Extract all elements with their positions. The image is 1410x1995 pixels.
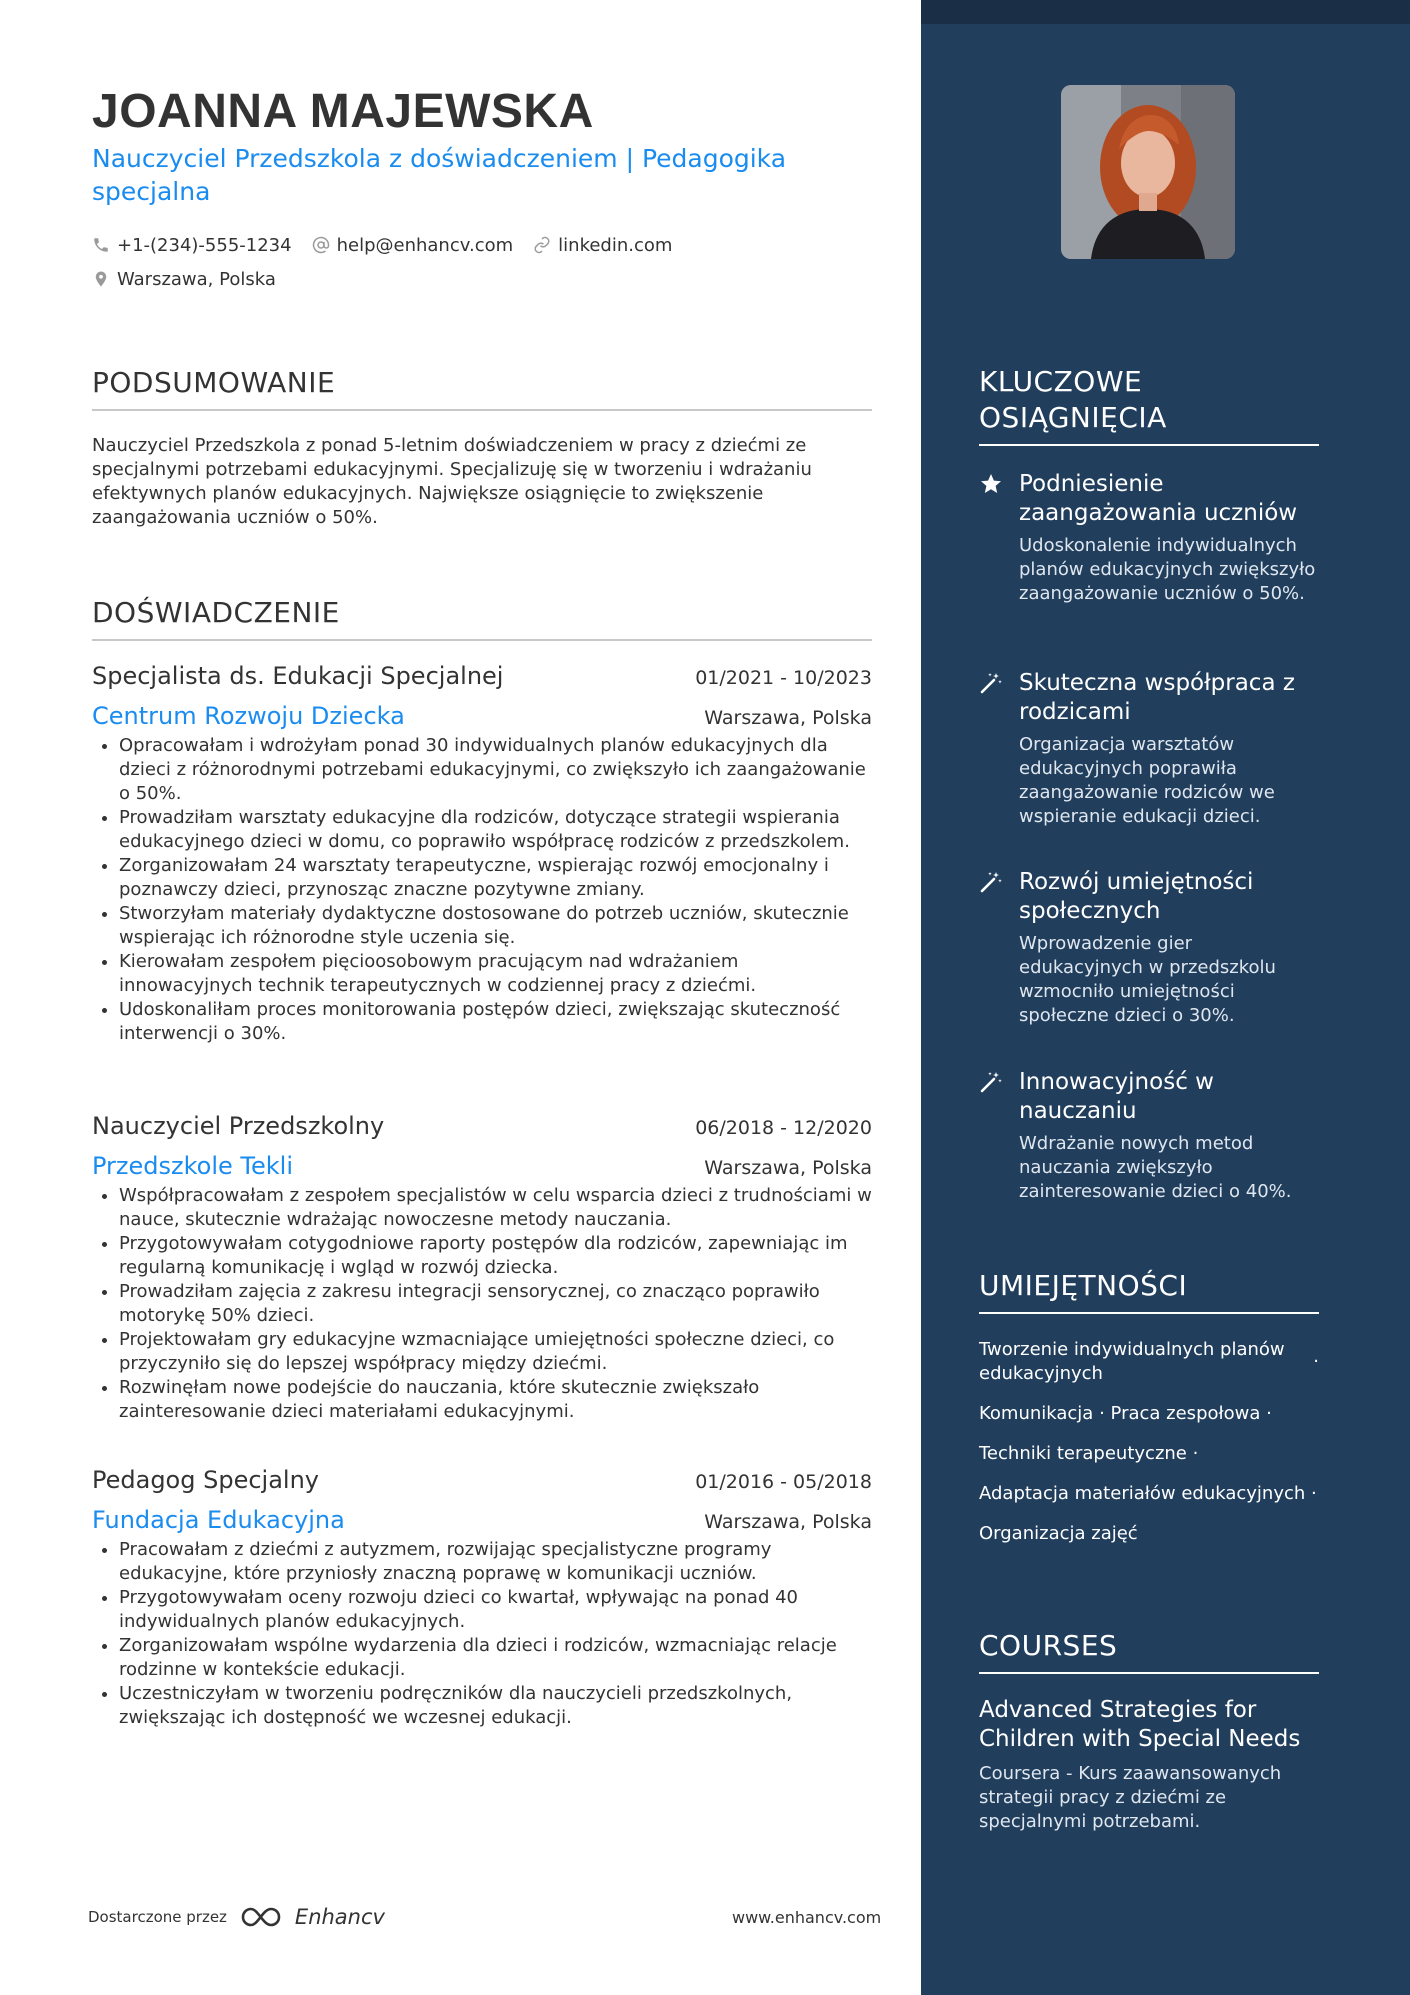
at-icon [312,236,330,254]
achievement-desc: Organizacja warsztatów edukacyjnych poprawiła zaangażowanie rodziców we wspieranie edukacji dzieci. [1019,734,1275,827]
job-bullet: • Przygotowywałam cotygodniowe raporty postępów dla rodziców, zapewniając im regularną komunikację i wgląd w rozwój dziecka. [119,1232,872,1280]
skill-item: Tworzenie indywidualnych planów edukacyjnych [979,1339,1285,1384]
sidebar-top-bar [921,0,1410,24]
achievement-desc: Udoskonalenie indywidualnych planów edukacyjnych zwiększyło zaangażowanie uczniów o 50%. [1019,535,1316,604]
job-bullet: • Pracowałam z dziećmi z autyzmem, rozwijając specjalistyczne programy edukacyjne, które przyniosły znaczną poprawę w komunikacji uczniów. [119,1538,872,1586]
footer-branding [88,1904,385,1930]
achievement-item [979,669,1319,829]
job-location: Warszawa, Polska [704,707,872,729]
achievement-title: Skuteczna współpraca z rodzicami [1019,670,1295,725]
star-icon [979,472,1003,496]
skill-separator: · [1192,1443,1199,1464]
phone-text: +1-(234)-555-1234 [117,234,292,256]
contact-info [92,228,872,296]
contact-location [92,269,276,290]
skill-separator: · [1266,1403,1272,1424]
skill-separator: · [1311,1483,1317,1504]
achievement-item [979,470,1319,606]
contact-phone[interactable] [92,235,292,256]
magic-wand-icon [979,870,1003,894]
achievement-desc: Wprowadzenie gier edukacyjnych w przedszkolu wzmocniło umiejętności społeczne dzieci o 30%. [1019,933,1276,1026]
footer-url[interactable]: www.enhancv.com [732,1908,882,1927]
job-bullet: • Projektowałam gry edukacyjne wzmacniające umiejętności społeczne dzieci, co przyczyniło się do lepszej współpracy między dziećmi. [119,1328,872,1376]
achievements-title: KLUCZOWE OSIĄGNIĘCIA [979,364,1319,446]
skills-list [979,1338,1319,1562]
skills-title: UMIEJĘTNOŚCI [979,1268,1319,1314]
job-dates: 01/2016 - 05/2018 [695,1471,872,1493]
job-entry [92,662,872,1046]
achievement-title: Podniesienie zaangażowania uczniów [1019,471,1298,526]
skill-separator: · [1313,1351,1319,1372]
job-bullets [92,1184,872,1424]
enhancv-logo-icon [239,1904,287,1930]
job-bullet: • Rozwinęłam nowe podejście do nauczania, które skutecznie zwiększało zainteresowanie dzieci materiałami edukacyjnymi. [119,1376,872,1424]
footer-label: Dostarczone przez [88,1908,227,1926]
job-bullet: • Zorganizowałam 24 warsztaty terapeutyczne, wspierając rozwój emocjonalny i poznawczy dzieci, przynosząc znaczne pozytywne zmiany. [119,854,872,902]
candidate-headline: Nauczyciel Przedszkola z doświadczeniem | Pedagogika specjalna [92,144,787,206]
achievement-title: Innowacyjność w nauczaniu [1019,1069,1214,1124]
job-entry [92,1112,872,1424]
job-bullets [92,1538,872,1730]
linkedin-text: linkedin.com [558,234,673,256]
email-text: help@enhancv.com [336,234,514,256]
job-bullet: • Udoskonaliłam proces monitorowania postępów dzieci, zwiększając skuteczność interwencji o 30%. [119,998,872,1046]
link-icon [533,236,551,254]
skill-separator: · [1099,1403,1105,1424]
job-bullet: • Uczestniczyłam w tworzeniu podręczników dla nauczycieli przedszkolnych, zwiększając ich dostępność we wczesnej edukacji. [119,1682,872,1730]
phone-icon [92,236,110,254]
summary-text: Nauczyciel Przedszkola z ponad 5-letnim doświadczeniem w pracy z dziećmi ze specjalnymi potrzebami edukacyjnymi. Specjalizuję się w tworzeniu i wdrażaniu efektywnych planów edukacyjnych. Największe osiągnięcie to zwiększenie zaangażowania uczniów o 50%. [92,435,812,528]
achievement-item [979,868,1319,1028]
job-title: Specjalista ds. Edukacji Specjalnej [92,662,504,690]
job-bullet: • Prowadziłam warsztaty edukacyjne dla rodziców, dotyczące strategii wspierania edukacyjnego dzieci w domu, co poprawiło współpracę rodziców z przedszkolem. [119,806,872,854]
job-title: Pedagog Specjalny [92,1466,319,1494]
summary-title: PODSUMOWANIE [92,366,872,411]
job-bullet: • Opracowałam i wdrożyłam ponad 30 indywidualnych planów edukacyjnych dla dzieci z różnorodnymi potrzebami edukacyjnymi, co zwiększyło ich zaangażowanie o 50%. [119,734,872,806]
job-dates: 06/2018 - 12/2020 [695,1117,872,1139]
footer-brand: Enhancv [294,1905,385,1929]
achievement-desc: Wdrażanie nowych metod nauczania zwiększyło zainteresowanie dzieci o 40%. [1019,1133,1292,1202]
sidebar [921,0,1410,1995]
job-location: Warszawa, Polska [704,1157,872,1179]
courses-title: COURSES [979,1628,1319,1674]
skill-item: Praca zespołowa [1110,1403,1261,1424]
job-dates: 01/2021 - 10/2023 [695,667,872,689]
location-pin-icon [92,270,110,288]
job-bullet: • Przygotowywałam oceny rozwoju dzieci co kwartał, wpływając na ponad 40 indywidualnych planów edukacyjnych. [119,1586,872,1634]
experience-title: DOŚWIADCZENIE [92,596,872,641]
contact-linkedin[interactable] [533,235,672,256]
candidate-name: JOANNA MAJEWSKA [92,85,594,138]
skill-item: Adaptacja materiałów edukacyjnych [979,1483,1306,1504]
skill-item: Techniki terapeutyczne [979,1443,1187,1464]
job-bullets [92,734,872,1046]
profile-photo [1061,85,1235,259]
job-company: Przedszkole Tekli [92,1152,293,1180]
job-bullet: • Prowadziłam zajęcia z zakresu integracji sensorycznej, co znacząco poprawiło motorykę 50% dzieci. [119,1280,872,1328]
job-title: Nauczyciel Przedszkolny [92,1112,385,1140]
job-bullet: • Stworzyłam materiały dydaktyczne dostosowane do potrzeb uczniów, skutecznie wspierając ich różnorodne style uczenia się. [119,902,872,950]
location-text: Warszawa, Polska [117,268,276,290]
job-bullet: • Zorganizowałam wspólne wydarzenia dla dzieci i rodziców, wzmacniając relacje rodzinne w kontekście edukacji. [119,1634,872,1682]
magic-wand-icon [979,671,1003,695]
magic-wand-icon [979,1070,1003,1094]
course-title: Advanced Strategies for Children with Special Needs [979,1697,1301,1752]
job-entry [92,1466,872,1730]
course-desc: Coursera - Kurs zaawansowanych strategii pracy z dziećmi ze specjalnymi potrzebami. [979,1763,1282,1832]
achievement-item [979,1068,1319,1204]
achievement-title: Rozwój umiejętności społecznych [1019,869,1254,924]
job-location: Warszawa, Polska [704,1511,872,1533]
skill-item: Organizacja zajęć [979,1523,1138,1544]
contact-email[interactable] [312,235,514,256]
job-company: Fundacja Edukacyjna [92,1506,345,1534]
job-bullet: • Kierowałam zespołem pięcioosobowym pracującym nad wdrażaniem innowacyjnych technik terapeutycznych w codziennej pracy z dziećmi. [119,950,872,998]
skill-item: Komunikacja [979,1403,1094,1424]
job-company: Centrum Rozwoju Dziecka [92,702,405,730]
job-bullet: • Współpracowałam z zespołem specjalistów w celu wsparcia dzieci z trudnościami w nauce, skutecznie wdrażając nowoczesne metody nauczania. [119,1184,872,1232]
